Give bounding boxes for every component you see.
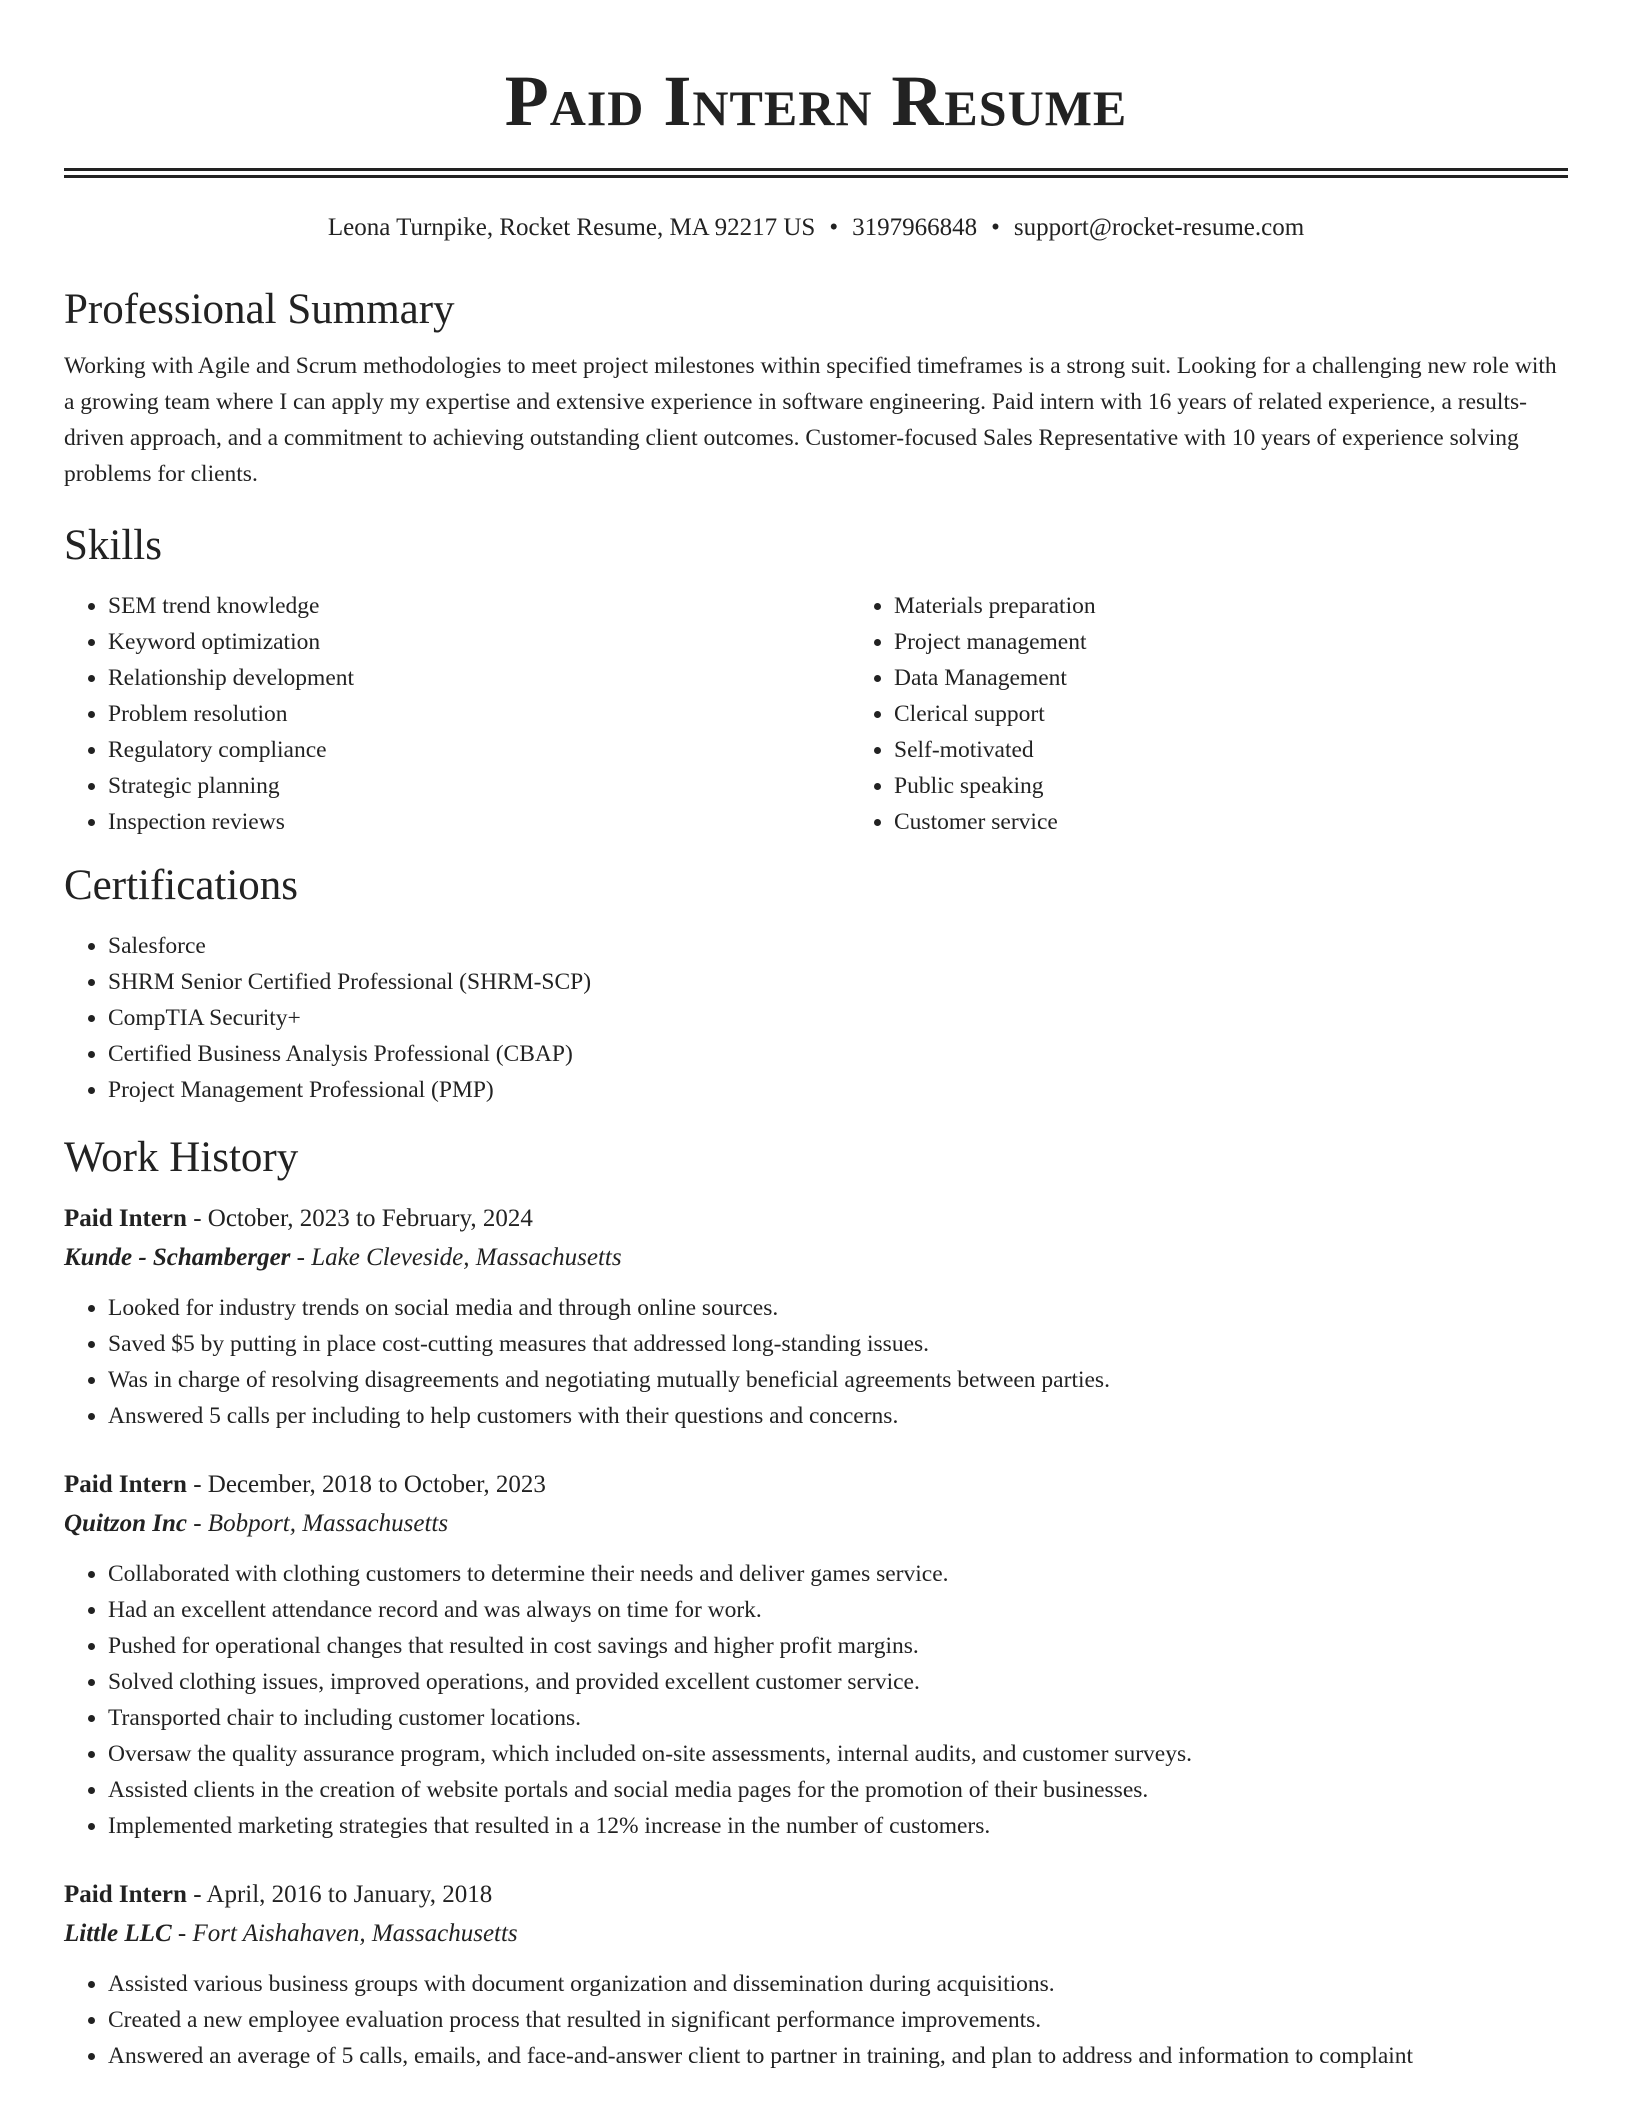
section-heading-summary: Professional Summary (64, 286, 455, 333)
skill-item: • Inspection reviews (108, 804, 850, 840)
job-bullet: • Had an excellent attendance record and was always on time for work. (108, 1592, 1568, 1628)
skill-item: • Data Management (894, 660, 1632, 696)
job-bullet: • Oversaw the quality assurance program, which included on-site assessments, internal audits, and customer surveys. (108, 1736, 1568, 1772)
job-bullet: • Saved $5 by putting in place cost-cutting measures that addressed long-standing issues. (108, 1326, 1568, 1362)
job-entry (64, 1876, 1568, 2074)
section-heading-certifications: Certifications (64, 862, 299, 909)
skill-item: • Materials preparation (894, 588, 1632, 624)
job-dates: - October, 2023 to February, 2024 (186, 1205, 533, 1232)
certifications-section (64, 858, 1568, 1108)
skill-item: • Regulatory compliance (108, 732, 850, 768)
job-bullet: • Looked for industry trends on social media and through online sources. (108, 1290, 1568, 1326)
skill-item: • Project management (894, 624, 1632, 660)
section-heading-work-history: Work History (64, 1134, 299, 1181)
summary-text: Working with Agile and Scrum methodologies to meet project milestones within specified timeframes is a strong suit. Looking for a challenging new role with a growing team where I can apply my expertise and extensive experience in software engineering. Paid intern with 16 years of related experience, a results-driven approach, and a commitment to achieving outstanding client outcomes. Customer-focused Sales Representative with 10 years of experience solving problems for clients. (64, 353, 1557, 487)
certification-item: • Project Management Professional (PMP) (108, 1072, 1568, 1108)
certification-item: • Certified Business Analysis Professional (CBAP) (108, 1036, 1568, 1072)
job-location: - Lake Cleveside, Massachusetts (290, 1244, 622, 1271)
certifications-list (64, 928, 1568, 1108)
certification-item: • SHRM Senior Certified Professional (SHRM-SCP) (108, 964, 1568, 1000)
job-dates: - December, 2018 to October, 2023 (186, 1471, 546, 1498)
job-title-line (64, 1466, 1568, 1504)
skill-item: • Relationship development (108, 660, 850, 696)
job-company-line (64, 1914, 1568, 1954)
contact-separator: • (991, 214, 1000, 241)
contact-line (64, 212, 1568, 244)
skills-section (64, 518, 1568, 840)
job-title: Paid Intern (64, 1205, 187, 1232)
contact-phone: 3197966848 (852, 214, 978, 241)
job-bullet: • Assisted various business groups with document organization and dissemination during acquisitions. (108, 1966, 1568, 2002)
skill-item: • SEM trend knowledge (108, 588, 850, 624)
skill-item: • Keyword optimization (108, 624, 850, 660)
job-bullet: • Assisted clients in the creation of website portals and social media pages for the promotion of their businesses. (108, 1772, 1568, 1808)
title-double-rule (64, 168, 1568, 178)
skill-item: • Public speaking (894, 768, 1632, 804)
job-company: Little LLC (64, 1920, 172, 1947)
job-title: Paid Intern (64, 1471, 187, 1498)
certification-item: • Salesforce (108, 928, 1568, 964)
section-heading-skills: Skills (64, 522, 162, 569)
job-bullet: • Answered an average of 5 calls, emails, and face-and-answer client to partner in training, and plan to address and information to complaint (108, 2038, 1568, 2074)
job-company-line (64, 1238, 1568, 1278)
contact-email: support@rocket-resume.com (1013, 214, 1305, 241)
job-company: Kunde - Schamberger (64, 1244, 291, 1271)
job-company-line (64, 1504, 1568, 1544)
job-bullets (64, 1966, 1568, 2074)
skill-item: • Customer service (894, 804, 1632, 840)
job-bullet: • Transported chair to including customer locations. (108, 1700, 1568, 1736)
job-bullet: • Pushed for operational changes that resulted in cost savings and higher profit margins. (108, 1628, 1568, 1664)
job-bullets (64, 1290, 1568, 1434)
job-entry (64, 1466, 1568, 1844)
professional-summary-section (64, 282, 1568, 492)
job-bullet: • Solved clothing issues, improved operations, and provided excellent customer service. (108, 1664, 1568, 1700)
resume-page (64, 0, 1568, 2074)
contact-separator: • (829, 214, 839, 241)
job-company: Quitzon Inc (64, 1510, 187, 1537)
skills-list-right (850, 588, 1632, 840)
job-bullet: • Created a new employee evaluation process that resulted in significant performance improvements. (108, 2002, 1568, 2038)
job-title-line (64, 1876, 1568, 1914)
job-title: Paid Intern (64, 1881, 187, 1908)
skill-item: • Problem resolution (108, 696, 850, 732)
job-entry (64, 1200, 1568, 1434)
job-location: - Bobport, Massachusetts (186, 1510, 449, 1537)
job-dates: - April, 2016 to January, 2018 (186, 1881, 493, 1908)
job-bullet: • Collaborated with clothing customers to determine their needs and deliver games service. (108, 1556, 1568, 1592)
job-title-line (64, 1200, 1568, 1238)
work-history-section (64, 1130, 1568, 2074)
job-bullets (64, 1556, 1568, 1844)
contact-address: Leona Turnpike, Rocket Resume, MA 92217 US (327, 214, 816, 241)
skill-item: • Strategic planning (108, 768, 850, 804)
resume-title: Paid Intern Resume (504, 61, 1128, 141)
job-bullet: • Implemented marketing strategies that resulted in a 12% increase in the number of customers. (108, 1808, 1568, 1844)
job-bullet: • Was in charge of resolving disagreements and negotiating mutually beneficial agreements between parties. (108, 1362, 1568, 1398)
job-location: - Fort Aishahaven, Massachusetts (171, 1920, 518, 1947)
certification-item: • CompTIA Security+ (108, 1000, 1568, 1036)
skills-list-left (64, 588, 850, 840)
skills-grid (64, 588, 1568, 840)
skill-item: • Self-motivated (894, 732, 1632, 768)
job-bullet: • Answered 5 calls per including to help customers with their questions and concerns. (108, 1398, 1568, 1434)
skill-item: • Clerical support (894, 696, 1632, 732)
